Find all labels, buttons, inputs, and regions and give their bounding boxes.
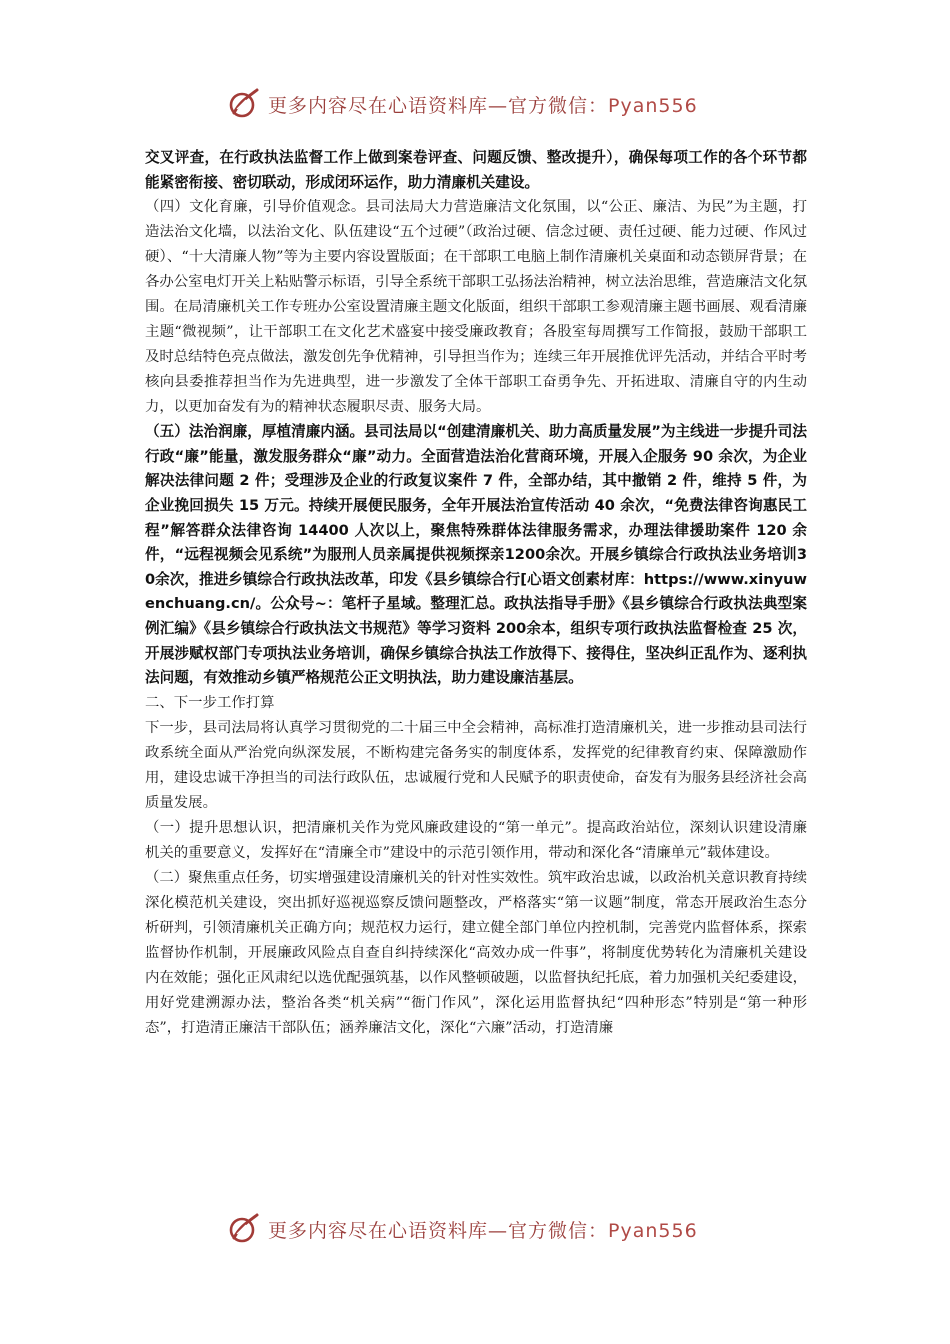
document-body bbox=[145, 146, 807, 1041]
wechat-id: Pyan556 bbox=[608, 1219, 698, 1242]
paragraph-closed-loop: 交叉评查，在行政执法监督工作上做到案卷评查、问题反馈、整改提升），确保每项工作的各个环节都能紧密衔接、密切联动，形成闭环运作，助力清廉机关建设。 bbox=[145, 149, 807, 191]
section-heading-next-steps: 二、下一步工作打算 bbox=[145, 694, 275, 711]
pen-swirl-logo-icon bbox=[226, 1212, 260, 1246]
footer-banner bbox=[226, 1209, 746, 1249]
pen-swirl-logo-icon bbox=[226, 87, 260, 121]
banner-text: 更多内容尽在心语资料库—官方微信：Pyan556 bbox=[268, 94, 698, 117]
paragraph-next-steps-intro: 下一步，县司法局将认真学习贯彻党的二十届三中全会精神，高标准打造清廉机关，进一步推动县司法行政系统全面从严治党向纵深发展，不断构建完备务实的制度体系，发挥党的纪律教育约束、保障激励作用，建设忠诚干净担当的司法行政队伍，忠诚履行党和人民赋予的职责使命，奋发有为服务县经济社会高质量发展。 bbox=[145, 719, 807, 811]
paragraph-rule-of-law: （五）法治润廉，厚植清廉内涵。县司法局以“创建清廉机关、助力高质量发展”为主线进一步提升司法行政“廉”能量，激发服务群众“廉”动力。全面营造法治化营商环境，开展入企服务 90 余次，为企业解决法律问题 2 件；受理涉及企业的行政复议案件 7 件，全部办结，其中撤销 2 件，维持 5 件，为企业挽回损失 15 万元。持续开展便民服务，全年开展法治宣传活动 40 余次，“免费法律咨询惠民工程”解答群众法律咨询 14400 人次以上，聚焦特殊群体法律服务需求，办理法律援助案件 120 余件，“远程视频会见系统”为服刑人员亲属提供视频探亲1200余次。开展乡镇综合行政执法业务培训30余次，推进乡镇综合行政执法改革，印发《县乡镇综合行[心语文创素材库：https://www.xinyuwenchuang.cn/。公众号~：笔杆子星域。整理汇总。政执法指导手册》《县乡镇综合行政执法典型案例汇编》《县乡镇综合行政执法文书规范》等学习资料 200余本，组织专项行政执法监督检查 25 次，开展涉赋权部门专项执法业务培训，确保乡镇综合执法工作放得下、接得住，坚决纠正乱作为、逐利执法问题，有效推动乡镇严格规范公正文明执法，助力建设廉洁基层。 bbox=[145, 423, 807, 687]
wechat-id: Pyan556 bbox=[608, 94, 698, 117]
paragraph-culture: （四）文化育廉，引导价值观念。县司法局大力营造廉洁文化氛围，以“公正、廉洁、为民”为主题，打造法治文化墙，以法治文化、队伍建设“五个过硬”（政治过硬、信念过硬、责任过硬、能力过硬、作风过硬）、“十大清廉人物”等为主要内容设置版面；在干部职工电脑上制作清廉机关桌面和动态锁屏背景；在各办公室电灯开关上粘贴警示标语，引导全系统干部职工弘扬法治精神，树立法治思维，营造廉洁文化氛围。在局清廉机关工作专班办公室设置清廉主题文化版面，组织干部职工参观清廉主题书画展、观看清廉主题“微视频”，让干部职工在文化艺术盛宴中接受廉政教育；各股室每周撰写工作简报，鼓励干部职工及时总结特色亮点做法，激发创先争优精神，引导担当作为；连续三年开展推优评先活动，并结合平时考核向县委推荐担当作为先进典型，进一步激发了全体干部职工奋勇争先、开拓进取、清廉自守的内生动力，以更加奋发有为的精神状态履职尽责、服务大局。 bbox=[145, 199, 807, 416]
paragraph-awareness: （一）提升思想认识，把清廉机关作为党风廉政建设的“第一单元”。提高政治站位，深刻认识建设清廉机关的重要意义，发挥好在“清廉全市”建设中的示范引领作用，带动和深化各“清廉单元”载体建设。 bbox=[145, 819, 807, 861]
header-banner bbox=[226, 84, 746, 124]
banner-text: 更多内容尽在心语资料库—官方微信：Pyan556 bbox=[268, 1219, 698, 1242]
paragraph-key-tasks: （二）聚焦重点任务，切实增强建设清廉机关的针对性实效性。筑牢政治忠诚，以政治机关意识教育持续深化模范机关建设，突出抓好巡视巡察反馈问题整改，严格落实“第一议题”制度，常态开展政治生态分析研判，引领清廉机关正确方向；规范权力运行，建立健全部门单位内控机制，完善党内监督体系，探索监督协作机制，开展廉政风险点自查自纠持续深化“高效办成一件事”，将制度优势转化为清廉机关建设内在效能；强化正风肃纪以选优配强筑基，以作风整顿破题，以监督执纪托底，着力加强机关纪委建设，用好党建溯源办法，整治各类“机关病”“衙门作风”，深化运用监督执纪“四种形态”特别是“第一种形态”，打造清正廉洁干部队伍；涵养廉洁文化，深化“六廉”活动，打造清廉 bbox=[145, 869, 807, 1036]
